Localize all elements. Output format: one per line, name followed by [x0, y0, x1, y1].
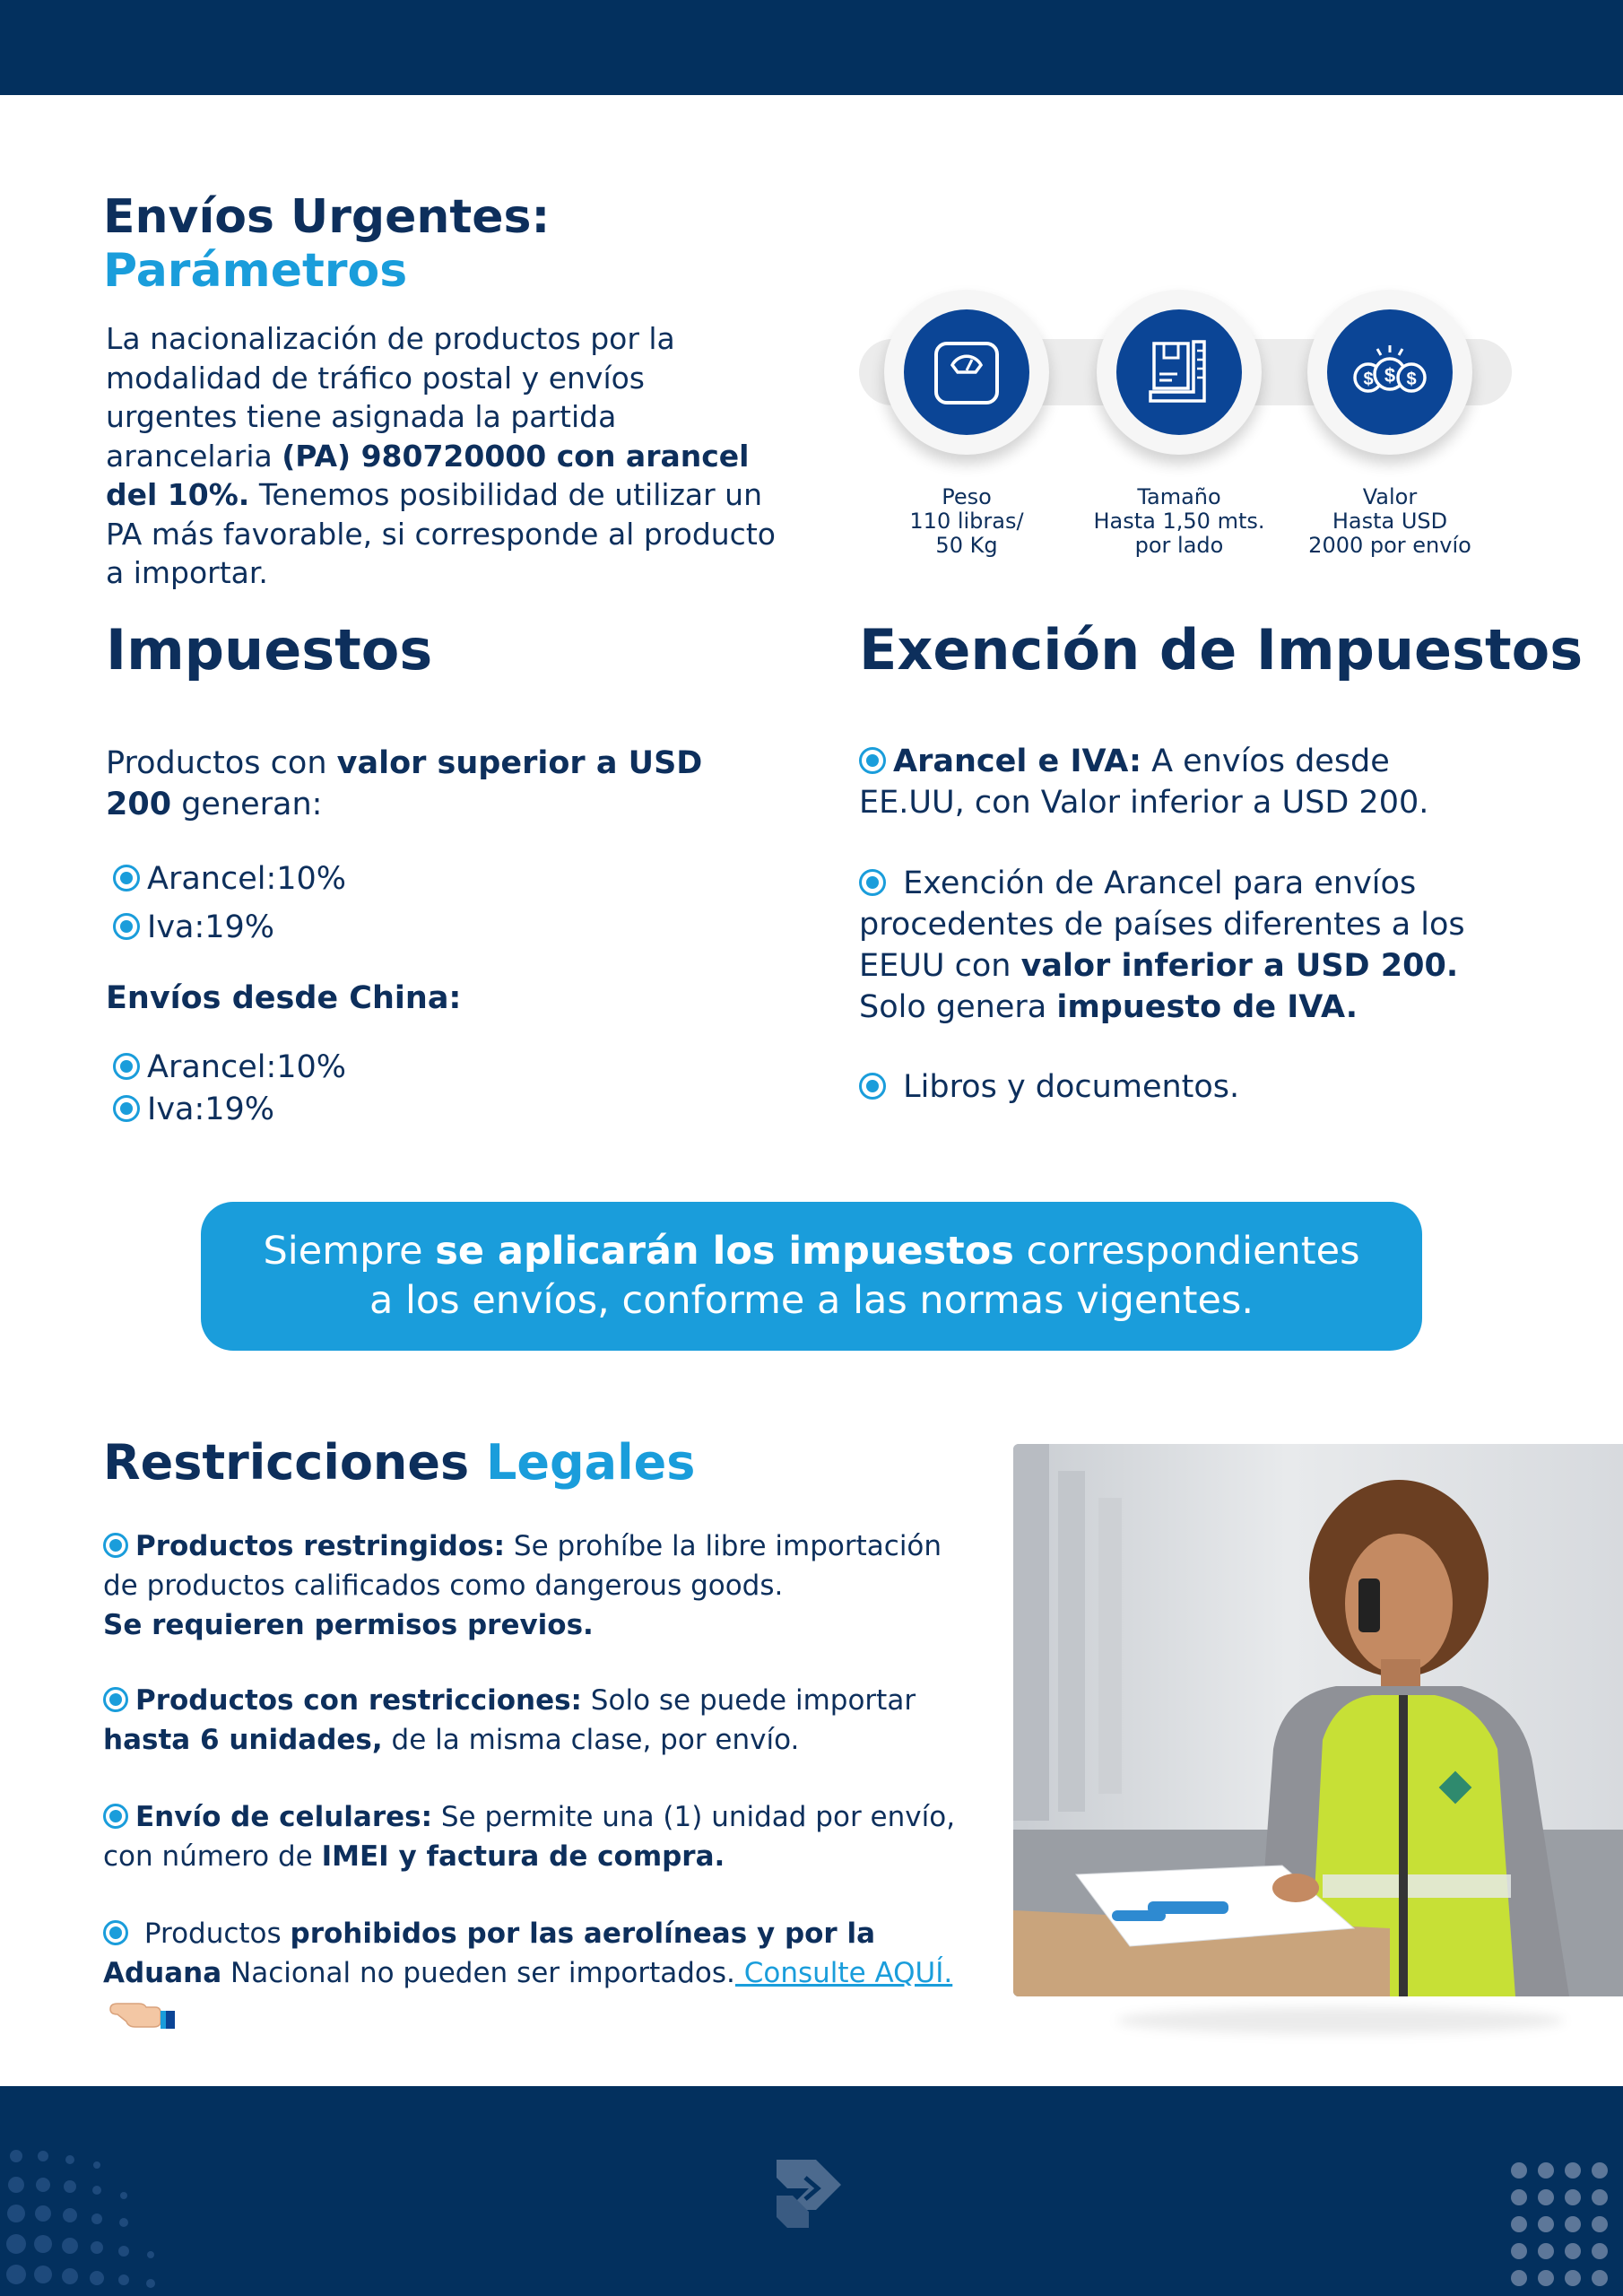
parameter-weight: Peso 110 libras/ 50 Kg [859, 290, 1074, 558]
pointing-hand-icon [108, 1995, 175, 2031]
footer [0, 2086, 1623, 2296]
bullet-icon [103, 1533, 128, 1558]
bullet-icon [113, 913, 140, 940]
bullet-icon [113, 865, 140, 891]
company-logo-icon [769, 2151, 850, 2231]
coins-icon [1345, 331, 1435, 413]
bullet-icon [113, 1095, 140, 1122]
svg-text:$: $ [1384, 364, 1396, 387]
taxes-item: Iva:19% [113, 907, 274, 948]
taxes-item: Arancel:10% [113, 858, 346, 900]
exemption-item-2: Exención de Arancel para envíos procedentes de países diferentes a los EEUU con valor inferior a USD 200. Solo genera impuesto de IVA. [859, 865, 1465, 1025]
box-ruler-icon [1138, 331, 1220, 413]
taxes-title: Impuestos [106, 617, 433, 683]
svg-text:$: $ [1363, 370, 1374, 389]
exemption-title: Exención de Impuestos [859, 617, 1584, 683]
restriction-item-2: Productos con restricciones: Solo se puede importar hasta 6 unidades, de la misma clase, por envío. [103, 1684, 916, 1756]
scale-icon [925, 331, 1008, 413]
urgent-intro: La nacionalización de productos por la modalidad de tráfico postal y envíos urgentes tiene asignada la partida arancelaria (PA) 980720000 con arancel del 10%. Tenemos posibilidad de utilizar un PA más favorable, si corresponde al producto a importar. [106, 321, 776, 590]
svg-text:$: $ [1406, 370, 1417, 389]
footer-dots-right [1506, 2158, 1623, 2296]
exemption-item-3: Libros y documentos. [859, 1066, 1478, 1108]
footer-dots-left [0, 2086, 170, 2296]
bullet-icon [859, 869, 886, 896]
consult-link[interactable]: Consulte AQUÍ. [734, 1957, 953, 1989]
bullet-icon [103, 1687, 128, 1712]
tax-notice-banner: Siempre se aplicarán los impuestos correspondientes a los envíos, conforme a las normas vigentes. [201, 1202, 1422, 1351]
bullet-icon [859, 1073, 886, 1100]
bullet-icon [113, 1053, 140, 1080]
photo-shadow [1116, 2007, 1565, 2034]
top-band [0, 0, 1623, 95]
bullet-icon [103, 1804, 128, 1829]
exemption-item-1: Arancel e IVA: A envíos desde EE.UU, con Valor inferior a USD 200. [859, 744, 1429, 821]
restriction-item-3: Envío de celulares: Se permite una (1) unidad por envío, con número de IMEI y factura de compra. [103, 1801, 956, 1873]
parameter-size: Tamaño Hasta 1,50 mts. por lado [1072, 290, 1287, 558]
bullet-icon [103, 1920, 128, 1945]
taxes-intro: Productos con valor superior a USD 200 generan: [106, 745, 703, 822]
china-item: Arancel:10% [113, 1047, 346, 1088]
worker-photo [1013, 1444, 1623, 1996]
bullet-icon [859, 747, 886, 774]
restriction-item-4: Productos prohibidos por las aerolíneas y por la Aduana Nacional no pueden ser importados. Consulte AQUÍ. [103, 1914, 964, 2032]
urgent-title: Envíos Urgentes: Parámetros [103, 190, 551, 298]
legal-title: Restricciones Legales [103, 1434, 696, 1491]
china-title: Envíos desde China: [106, 980, 462, 1016]
worker-with-phone-photo [1013, 1444, 1623, 1996]
restriction-item-1: Productos restringidos: Se prohíbe la libre importación de productos calificados como dangerous goods. Se requieren permisos previos. [103, 1530, 942, 1641]
china-item: Iva:19% [113, 1089, 274, 1130]
parameter-value: $ $ $ Valor Hasta USD 2000 por envío [1282, 290, 1497, 558]
